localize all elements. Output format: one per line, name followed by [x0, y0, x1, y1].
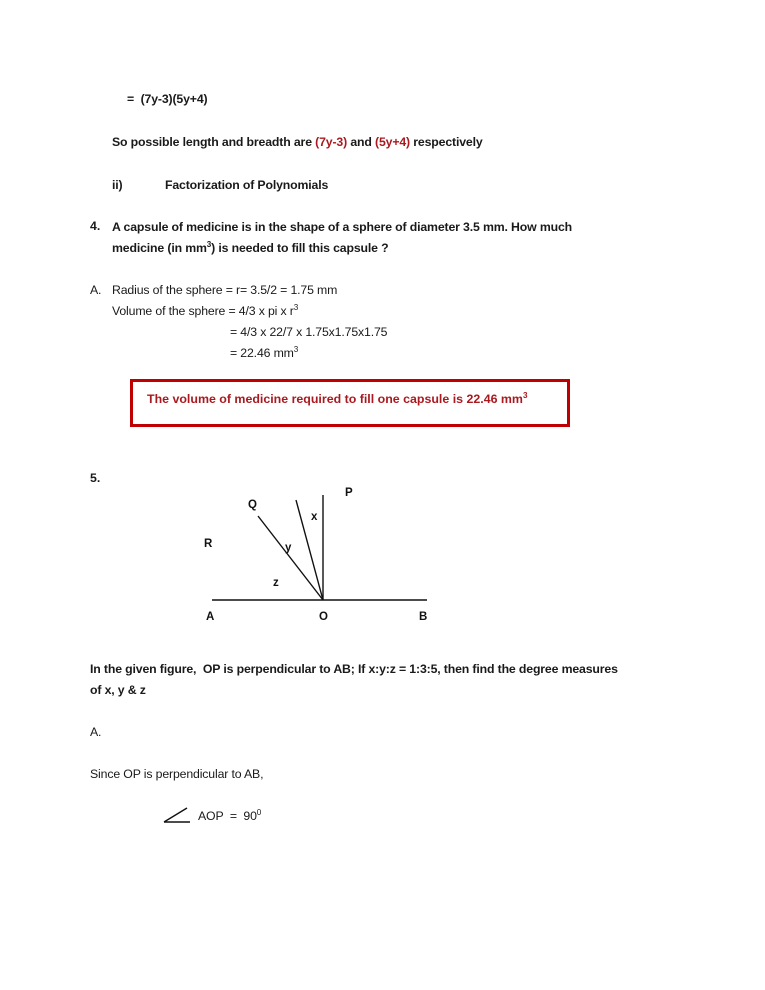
question-5-prompt-line-2: of x, y & z: [90, 683, 146, 697]
possible-mid-text: and: [347, 135, 376, 149]
possible-prefix-text: So possible length and breadth are: [112, 135, 316, 149]
question-4-text-line-1: A capsule of medicine is in the shape of a sphere of diameter 3.5 mm. How much: [112, 220, 573, 234]
solution-volume-formula-text: Volume of the sphere = 4/3 x pi x r: [112, 304, 294, 318]
angle-aop-text: AOP = 90: [198, 809, 257, 823]
geometry-figure-svg: [180, 478, 450, 633]
figure-label-a: A: [206, 611, 215, 623]
factor-two-text: (5y+4): [375, 135, 411, 149]
boxed-answer-text: [147, 392, 528, 406]
solution-volume-formula-line: [112, 303, 298, 321]
boxed-answer-exponent: 3: [522, 390, 528, 400]
figure-label-x: x: [311, 511, 318, 523]
figure-label-r: R: [204, 538, 213, 550]
possible-suffix-text: respectively: [410, 135, 483, 149]
question-5-prompt-line-1: In the given figure, OP is perpendicular to AB; If x:y:z = 1:3:5, then find the degree measures: [90, 662, 618, 676]
question-5-solution-line-2: [198, 808, 261, 826]
solution-radius-line: Radius of the sphere = r= 3.5/2 = 1.75 mm: [112, 283, 338, 297]
subsection-marker: ii): [112, 178, 123, 192]
boxed-answer-container: [130, 379, 570, 427]
figure-label-q: Q: [248, 499, 257, 511]
figure-label-b: B: [419, 611, 428, 623]
angle-icon: [163, 806, 193, 824]
factor-one-text: (7y-3): [315, 135, 348, 149]
question-4-number: 4.: [90, 219, 101, 233]
figure-label-o: O: [319, 611, 328, 623]
question-4-text-line-2-post: ) is needed to fill this capsule ?: [211, 241, 389, 255]
factor-result-line: = (7y-3)(5y+4): [127, 92, 208, 106]
ray-oq: [258, 516, 323, 600]
solution-substitution-line: = 4/3 x 22/7 x 1.75x1.75x1.75: [230, 325, 388, 339]
question-4-unit-exponent: 3: [206, 239, 212, 249]
angle-icon-svg: [163, 806, 193, 824]
possible-length-breadth-line: [112, 134, 483, 152]
degree-exponent: 0: [256, 807, 262, 817]
geometry-figure: [180, 478, 450, 633]
figure-label-y: y: [285, 542, 292, 554]
solution-result-text: = 22.46 mm: [230, 346, 294, 360]
question-4-text-line-2: [112, 240, 389, 258]
subsection-title: Factorization of Polynomials: [165, 178, 329, 192]
question-5-solution-line-1: Since OP is perpendicular to AB,: [90, 767, 264, 781]
radius-exponent: 3: [293, 302, 299, 312]
figure-label-p: P: [345, 487, 353, 499]
question-4-answer-marker: A.: [90, 283, 102, 297]
question-4-text-line-2-pre: medicine (in mm: [112, 241, 207, 255]
solution-result-line: [230, 345, 298, 363]
ray-middle: [296, 500, 323, 600]
solution-result-exponent: 3: [293, 344, 299, 354]
question-5-number: 5.: [90, 471, 101, 485]
figure-label-z: z: [273, 577, 279, 589]
question-5-answer-marker: A.: [90, 725, 102, 739]
boxed-answer-main: The volume of medicine required to fill one capsule is 22.46 mm: [147, 392, 523, 406]
